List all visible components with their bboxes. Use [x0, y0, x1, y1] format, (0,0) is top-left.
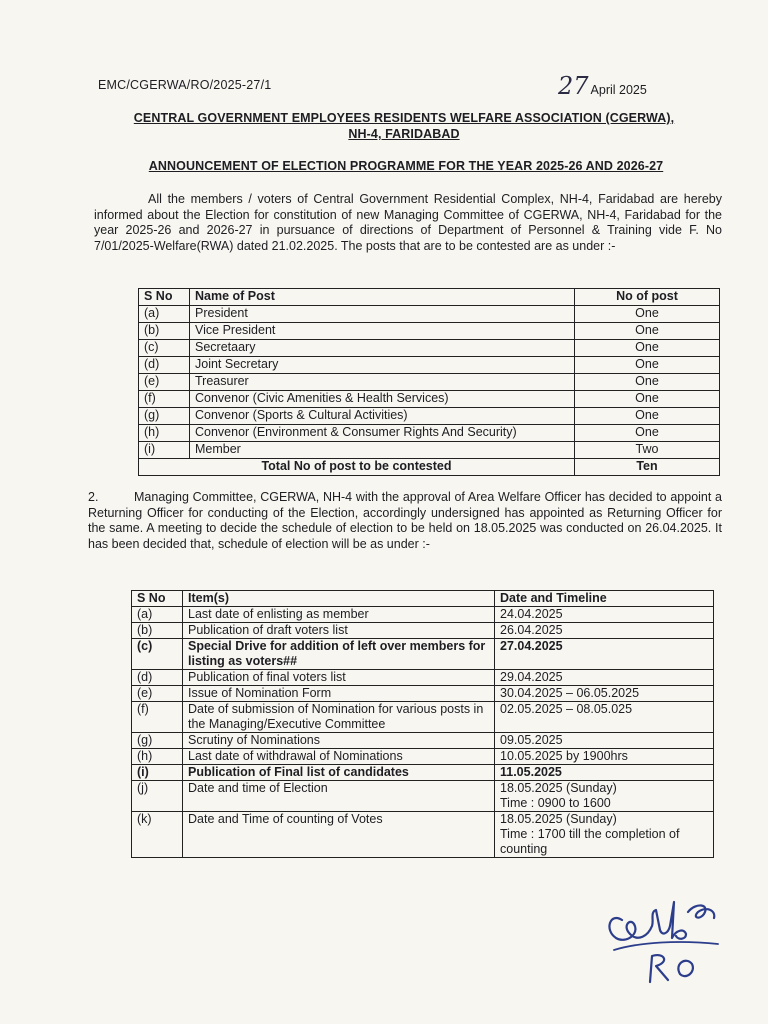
paragraph-number: 2.: [88, 490, 99, 504]
schedule-sno: (f): [132, 702, 183, 733]
header-items: Item(s): [183, 591, 495, 607]
post-sno: (b): [139, 323, 190, 340]
schedule-sno: (i): [132, 765, 183, 781]
post-name: Vice President: [190, 323, 575, 340]
schedule-item: Scrutiny of Nominations: [183, 733, 495, 749]
schedule-date: 18.05.2025 (Sunday): [500, 781, 617, 795]
post-row: [139, 306, 720, 323]
post-count: One: [575, 306, 720, 323]
post-sno: (a): [139, 306, 190, 323]
schedule-row: [132, 781, 714, 812]
schedule-row: [132, 812, 714, 858]
schedule-item: Publication of final voters list: [183, 670, 495, 686]
schedule-row: [132, 702, 714, 733]
schedule-date-cell: [495, 623, 714, 639]
schedule-row: [132, 749, 714, 765]
post-row: [139, 391, 720, 408]
post-count: One: [575, 340, 720, 357]
schedule-row: [132, 623, 714, 639]
post-count: One: [575, 357, 720, 374]
schedule-item: Date and time of Election: [183, 781, 495, 812]
post-sno: (i): [139, 442, 190, 459]
post-count: One: [575, 408, 720, 425]
reference-number: EMC/CGERWA/RO/2025-27/1: [98, 78, 272, 92]
schedule-date: 27.04.2025: [500, 639, 563, 653]
total-label: Total No of post to be contested: [139, 459, 575, 476]
post-count: One: [575, 425, 720, 442]
post-sno: (h): [139, 425, 190, 442]
post-sno: (f): [139, 391, 190, 408]
post-name: Member: [190, 442, 575, 459]
schedule-date: 09.05.2025: [500, 733, 563, 747]
schedule-date-cell: [495, 733, 714, 749]
schedule-sno: (h): [132, 749, 183, 765]
schedule-date-cell: [495, 702, 714, 733]
post-row: [139, 442, 720, 459]
schedule-date: 10.05.2025 by 1900hrs: [500, 749, 628, 763]
association-title: CENTRAL GOVERNMENT EMPLOYEES RESIDENTS WELFARE ASSOCIATION (CGERWA),: [133, 111, 675, 125]
post-count: One: [575, 391, 720, 408]
post-name: Convenor (Sports & Cultural Activities): [190, 408, 575, 425]
post-count: One: [575, 374, 720, 391]
header-date-timeline: Date and Timeline: [495, 591, 714, 607]
schedule-date-cell: [495, 781, 714, 812]
post-row: [139, 425, 720, 442]
announcement-title: ANNOUNCEMENT OF ELECTION PROGRAMME FOR THE YEAR 2025-26 AND 2026-27: [148, 159, 664, 173]
document-date: [558, 72, 647, 100]
date-month-year: April 2025: [590, 83, 647, 97]
schedule-row: [132, 639, 714, 670]
schedule-date-cell: [495, 765, 714, 781]
schedule-item: Last date of withdrawal of Nominations: [183, 749, 495, 765]
schedule-date: 24.04.2025: [500, 607, 563, 621]
total-value: Ten: [575, 459, 720, 476]
association-location: NH-4, FARIDABAD: [348, 127, 460, 141]
header-post-count: No of post: [575, 289, 720, 306]
schedule-date: 11.05.2025: [500, 765, 562, 779]
paragraph-2: [88, 490, 722, 552]
schedule-date-cell: [495, 686, 714, 702]
header-sno: S No: [132, 591, 183, 607]
post-name: President: [190, 306, 575, 323]
schedule-table: [131, 590, 714, 858]
intro-paragraph: All the members / voters of Central Government Residential Complex, NH-4, Faridabad are hereby informed about the Election for constitution of new Managing Committee of CGERWA, NH-4, Faridabad for the year 2025-26 and 2026-27 in pursuance of directions of Department of Personnel & Training vide F. No 7/01/2025-Welfare(RWA) dated 21.02.2025. The posts that are to be contested are as under :-: [94, 192, 722, 253]
posts-table-header: [139, 289, 720, 306]
schedule-date: 26.04.2025: [500, 623, 563, 637]
post-name: Convenor (Civic Amenities & Health Services): [190, 391, 575, 408]
schedule-sno: (k): [132, 812, 183, 858]
schedule-date-cell: [495, 639, 714, 670]
schedule-sno: (a): [132, 607, 183, 623]
post-row: [139, 357, 720, 374]
schedule-table-header: [132, 591, 714, 607]
schedule-date: 18.05.2025 (Sunday): [500, 812, 617, 826]
schedule-item: Date of submission of Nomination for various posts in the Managing/Executive Committee: [183, 702, 495, 733]
post-count: Two: [575, 442, 720, 459]
returning-officer-signature: [600, 890, 740, 995]
schedule-item: Date and Time of counting of Votes: [183, 812, 495, 858]
schedule-time: Time : 0900 to 1600: [500, 796, 611, 810]
post-name: Joint Secretary: [190, 357, 575, 374]
schedule-sno: (e): [132, 686, 183, 702]
schedule-item: Publication of draft voters list: [183, 623, 495, 639]
post-name: Secretaary: [190, 340, 575, 357]
posts-total-row: [139, 459, 720, 476]
date-day-handwritten: 27: [558, 72, 589, 100]
schedule-sno: (c): [132, 639, 183, 670]
schedule-sno: (g): [132, 733, 183, 749]
schedule-date: 29.04.2025: [500, 670, 563, 684]
paragraph-2-text: Managing Committee, CGERWA, NH-4 with the approval of Area Welfare Officer has decided to appoint a Returning Officer for conducting of the Election, accordingly undersigned has appointed as Returning Officer for the same. A meeting to decide the schedule of election to be held on 18.05.2025 was conducted on 26.04.2025. It has been decided that, schedule of election will be as under :-: [88, 490, 722, 551]
schedule-date-cell: [495, 749, 714, 765]
schedule-item: Special Drive for addition of left over members for listing as voters##: [183, 639, 495, 670]
post-row: [139, 323, 720, 340]
schedule-date-cell: [495, 812, 714, 858]
schedule-row: [132, 733, 714, 749]
schedule-date-cell: [495, 670, 714, 686]
post-sno: (e): [139, 374, 190, 391]
post-row: [139, 408, 720, 425]
schedule-sno: (j): [132, 781, 183, 812]
schedule-row: [132, 765, 714, 781]
posts-table: [138, 288, 720, 476]
schedule-item: Publication of Final list of candidates: [183, 765, 495, 781]
schedule-date-cell: [495, 607, 714, 623]
post-sno: (c): [139, 340, 190, 357]
post-sno: (d): [139, 357, 190, 374]
post-name: Treasurer: [190, 374, 575, 391]
header-sno: S No: [139, 289, 190, 306]
post-name: Convenor (Environment & Consumer Rights And Security): [190, 425, 575, 442]
schedule-time: Time : 1700 till the completion of counting: [500, 827, 680, 856]
schedule-row: [132, 670, 714, 686]
post-row: [139, 374, 720, 391]
header-post-name: Name of Post: [190, 289, 575, 306]
post-row: [139, 340, 720, 357]
schedule-row: [132, 607, 714, 623]
schedule-date: 30.04.2025 – 06.05.2025: [500, 686, 640, 700]
post-sno: (g): [139, 408, 190, 425]
schedule-sno: (b): [132, 623, 183, 639]
schedule-sno: (d): [132, 670, 183, 686]
post-count: One: [575, 323, 720, 340]
schedule-date: 02.05.2025 – 08.05.025: [500, 702, 633, 716]
schedule-row: [132, 686, 714, 702]
schedule-item: Issue of Nomination Form: [183, 686, 495, 702]
schedule-item: Last date of enlisting as member: [183, 607, 495, 623]
